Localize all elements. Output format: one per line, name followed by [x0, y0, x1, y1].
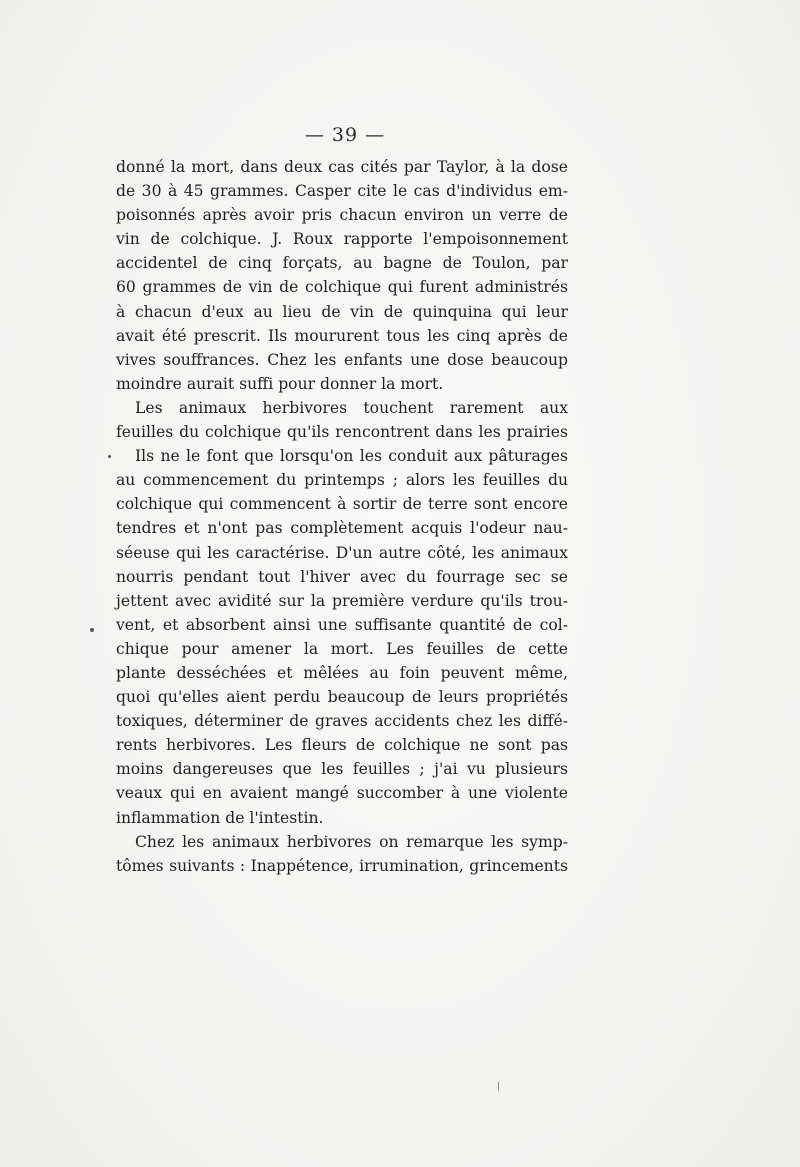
- text-line: Ils ne le font que lorsqu'on les conduit aux pâturages: [135, 447, 568, 466]
- text-line: tendres et n'ont pas complètement acquis l'odeur nau-: [116, 519, 568, 538]
- text-line: vives souffrances. Chez les enfants une dose beaucoup: [116, 350, 568, 369]
- text-line: Chez les animaux herbivores on remarque les symp-: [135, 832, 568, 851]
- text-line: Les animaux herbivores touchent rarement aux: [135, 398, 568, 417]
- text-line: à chacun d'eux au lieu de vin de quinquina qui leur: [116, 302, 568, 321]
- text-line: rents herbivores. Les fleurs de colchique ne sont pas: [116, 736, 568, 755]
- text-line: jettent avec avidité sur la première verdure qu'ils trou-: [116, 591, 568, 610]
- text-line: de 30 à 45 grammes. Casper cite le cas d'individus em-: [116, 182, 568, 201]
- text-line: veaux qui en avaient mangé succomber à une violente: [116, 784, 568, 803]
- text-line: au commencement du printemps ; alors les feuilles du: [116, 471, 568, 490]
- text-line: inflammation de l'intestin.: [116, 808, 324, 827]
- text-line: plante desséchées et mêlées au foin peuvent même,: [116, 663, 568, 682]
- text-line: accidentel de cinq forçats, au bagne de Toulon, par: [116, 254, 568, 273]
- text-line: séeuse qui les caractérise. D'un autre côté, les animaux: [116, 543, 568, 562]
- text-line: toxiques, déterminer de graves accidents chez les diffé-: [116, 712, 568, 731]
- ink-speck: [90, 628, 94, 632]
- text-line: 60 grammes de vin de colchique qui furent administrés: [116, 278, 568, 297]
- text-line: colchique qui commencent à sortir de terre sont encore: [116, 495, 568, 514]
- body-text: [116, 155, 568, 878]
- text-line: poisonnés après avoir pris chacun environ un verre de: [116, 206, 568, 225]
- page-number: — 39 —: [304, 124, 386, 146]
- text-line: moins dangereuses que les feuilles ; j'ai vu plusieurs: [116, 760, 568, 779]
- text-line: vin de colchique. J. Roux rapporte l'empoisonnement: [116, 230, 568, 249]
- text-line: feuilles du colchique qu'ils rencontrent dans les prairies: [116, 423, 568, 442]
- text-line: nourris pendant tout l'hiver avec du fourrage sec se: [116, 567, 568, 586]
- text-line: vent, et absorbent ainsi une suffisante quantité de col-: [116, 615, 568, 634]
- text-line: moindre aurait suffi pour donner la mort.: [116, 374, 444, 393]
- text-line: quoi qu'elles aient perdu beaucoup de leurs propriétés: [116, 688, 568, 707]
- text-line: chique pour amener la mort. Les feuilles de cette: [116, 639, 568, 658]
- text-line: avait été prescrit. Ils moururent tous les cinq après de: [116, 326, 568, 345]
- ink-speck: [108, 455, 111, 458]
- ink-speck: [498, 1082, 499, 1091]
- text-line: tômes suivants : Inappétence, irrumination, grincements: [116, 856, 568, 875]
- text-line: donné la mort, dans deux cas cités par Taylor, à la dose: [116, 158, 568, 176]
